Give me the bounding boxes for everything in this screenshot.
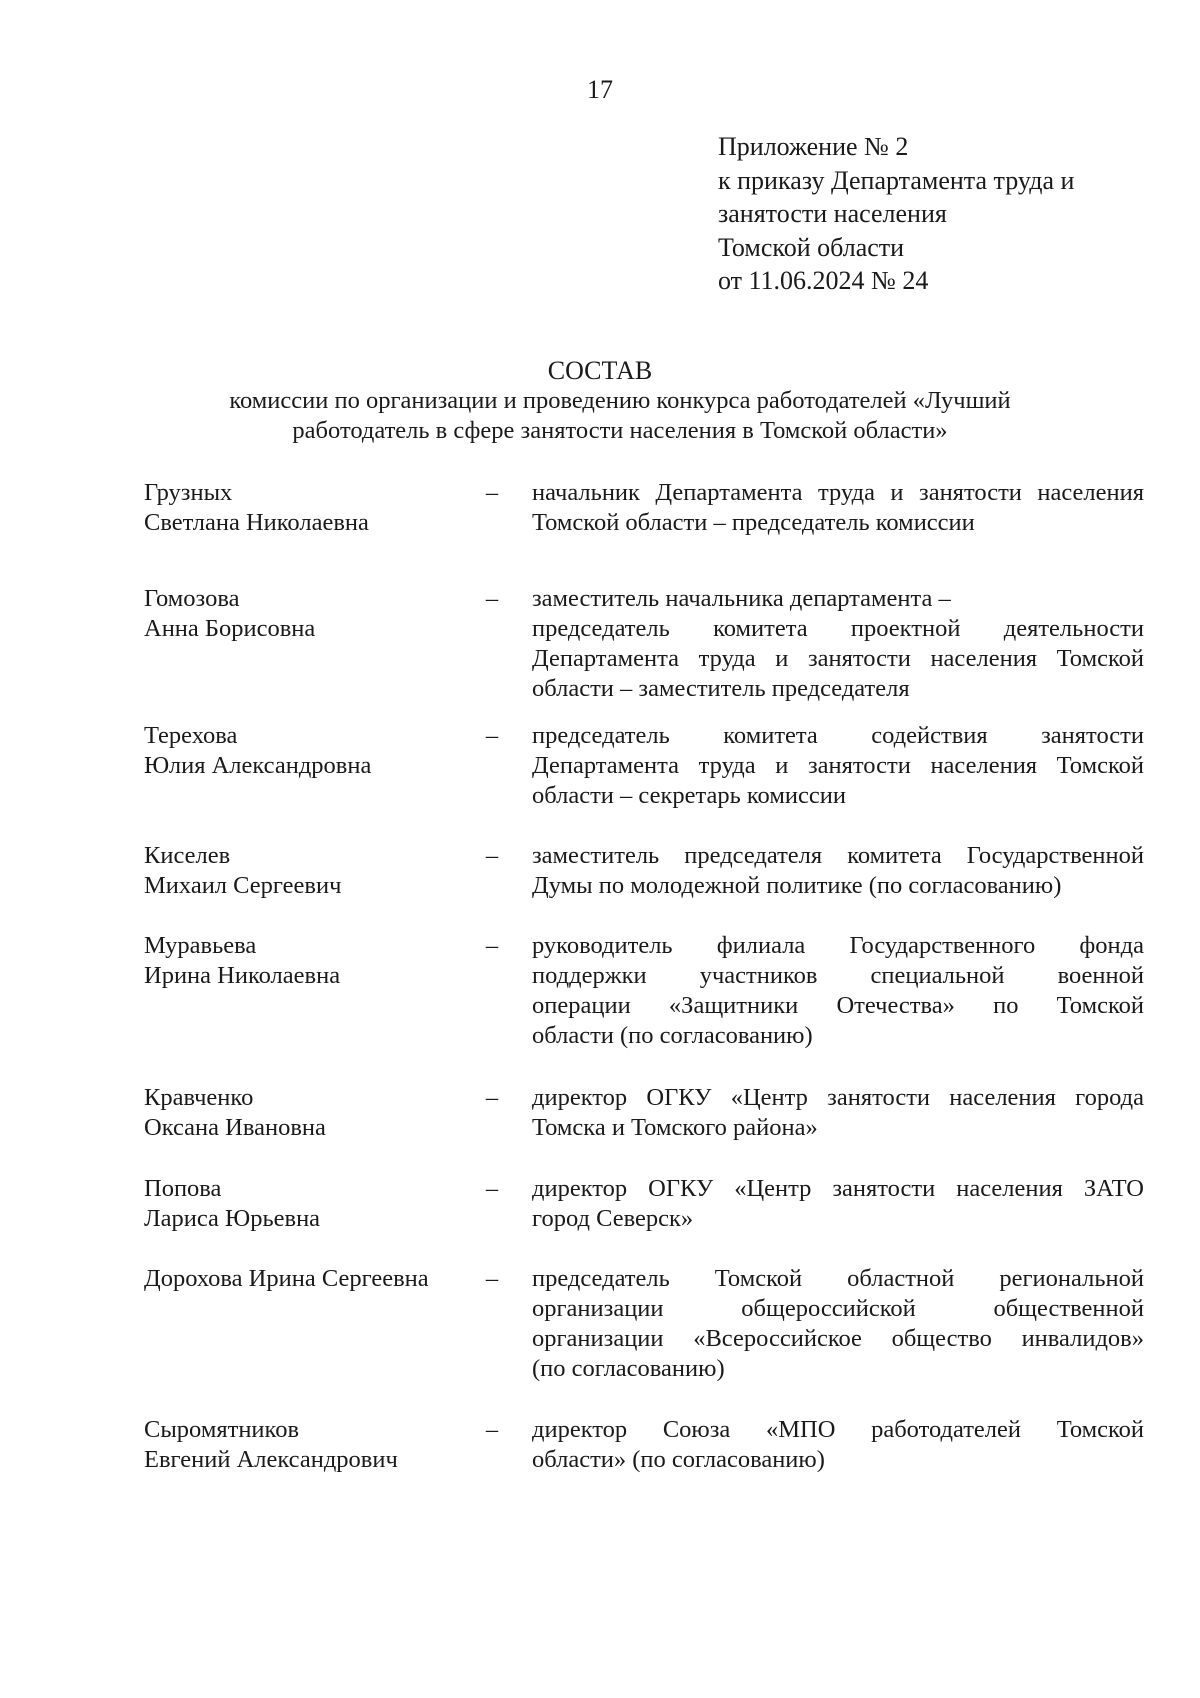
member-role bbox=[532, 584, 1144, 704]
member-name-line: Светлана Николаевна bbox=[144, 509, 369, 536]
member-role bbox=[532, 841, 1144, 901]
member-role bbox=[532, 721, 1144, 811]
member-dash: – bbox=[485, 842, 499, 869]
document-subtitle bbox=[180, 386, 1060, 446]
member-role bbox=[532, 1083, 1144, 1143]
member-role bbox=[532, 478, 1144, 538]
member-name-line: Кравченко bbox=[144, 1084, 254, 1111]
member-role-line: Департамента труда и занятости населения Томской bbox=[532, 645, 1144, 672]
member-name-line: Юлия Александровна bbox=[144, 752, 372, 779]
member-role-line: области (по согласованию) bbox=[532, 1022, 813, 1049]
member-role-line: Департамента труда и занятости населения Томской bbox=[532, 752, 1144, 779]
member-role-line: начальник Департамента труда и занятости населения bbox=[532, 479, 1144, 506]
member-name bbox=[144, 1174, 474, 1234]
member-name-line: Михаил Сергеевич bbox=[144, 872, 342, 899]
member-dash: – bbox=[485, 479, 499, 506]
member-name-line: Попова bbox=[144, 1175, 222, 1202]
member-role-line: области – секретарь комиссии bbox=[532, 782, 846, 809]
member-role bbox=[532, 1415, 1144, 1475]
member-role-line: город Северск» bbox=[532, 1205, 694, 1232]
member-dash: – bbox=[485, 1084, 499, 1111]
member-name bbox=[144, 478, 474, 538]
member-role-line: председатель комитета проектной деятельности bbox=[532, 615, 1144, 642]
subtitle-line: работодатель в сфере занятости населения в Томской области» bbox=[292, 417, 948, 444]
member-role-line: руководитель филиала Государственного фонда bbox=[532, 932, 1144, 959]
member-name-line: Евгений Александрович bbox=[144, 1446, 398, 1473]
member-role-line: Томской области – председатель комиссии bbox=[532, 509, 975, 536]
member-name bbox=[144, 931, 474, 991]
member-name-line: Ирина Николаевна bbox=[144, 962, 341, 989]
appendix-line: Томской области bbox=[718, 232, 905, 262]
member-role-line: организации «Всероссийское общество инвалидов» bbox=[532, 1325, 1144, 1352]
member-role-line: операции «Защитники Отечества» по Томской bbox=[532, 992, 1144, 1019]
member-name-line: Терехова bbox=[144, 722, 238, 749]
member-role-line: директор ОГКУ «Центр занятости населения ЗАТО bbox=[532, 1175, 1144, 1202]
member-role-line: организации общероссийской общественной bbox=[532, 1295, 1144, 1322]
member-role-line: области» (по согласованию) bbox=[532, 1446, 825, 1473]
subtitle-line: комиссии по организации и проведению конкурса работодателей «Лучший bbox=[229, 387, 1011, 414]
member-role-line: директор ОГКУ «Центр занятости населения города bbox=[532, 1084, 1144, 1111]
member-role-line: поддержки участников специальной военной bbox=[532, 962, 1144, 989]
member-role-line: директор Союза «МПО работодателей Томской bbox=[532, 1416, 1144, 1443]
member-role-line: области – заместитель председателя bbox=[532, 675, 910, 702]
member-role-line: заместитель начальника департамента – bbox=[532, 585, 951, 612]
member-role bbox=[532, 1174, 1144, 1234]
member-name bbox=[144, 721, 474, 781]
member-name-line: Анна Борисовна bbox=[144, 615, 316, 642]
member-name bbox=[144, 1415, 474, 1475]
member-name-line: Киселев bbox=[144, 842, 231, 869]
member-dash: – bbox=[485, 1265, 499, 1292]
member-name-line: Сыромятников bbox=[144, 1416, 300, 1443]
member-role-line: заместитель председателя комитета Государственной bbox=[532, 842, 1144, 869]
member-name-line: Дорохова Ирина Сергеевна bbox=[144, 1265, 429, 1292]
member-dash: – bbox=[485, 1416, 499, 1443]
member-role-line: председатель комитета содействия занятости bbox=[532, 722, 1144, 749]
member-dash: – bbox=[485, 585, 499, 612]
document-title: СОСТАВ bbox=[547, 356, 653, 385]
member-role-line: председатель Томской областной региональной bbox=[532, 1265, 1144, 1292]
page-number: 17 bbox=[587, 75, 613, 104]
member-role bbox=[532, 1264, 1144, 1384]
member-name-line: Гомозова bbox=[144, 585, 240, 612]
member-name bbox=[144, 1264, 474, 1294]
appendix-line: занятости населения bbox=[718, 199, 947, 228]
member-dash: – bbox=[485, 1175, 499, 1202]
member-name-line: Муравьева bbox=[144, 932, 257, 959]
member-role-line: Томска и Томского района» bbox=[532, 1114, 818, 1141]
appendix-line: Приложение № 2 bbox=[718, 132, 909, 161]
appendix-line: к приказу Департамента труда и bbox=[718, 165, 1075, 195]
member-dash: – bbox=[485, 932, 499, 959]
member-dash: – bbox=[485, 722, 499, 749]
appendix-block bbox=[718, 130, 1158, 298]
member-name bbox=[144, 841, 474, 901]
member-name bbox=[144, 584, 474, 644]
member-name bbox=[144, 1083, 474, 1143]
member-role-line: Думы по молодежной политике (по согласованию) bbox=[532, 872, 1062, 899]
member-name-line: Лариса Юрьевна bbox=[144, 1205, 321, 1232]
appendix-line: от 11.06.2024 № 24 bbox=[718, 266, 929, 295]
member-role-line: (по согласованию) bbox=[532, 1355, 725, 1382]
member-role bbox=[532, 931, 1144, 1051]
member-name-line: Грузных bbox=[144, 479, 233, 506]
member-name-line: Оксана Ивановна bbox=[144, 1114, 326, 1141]
